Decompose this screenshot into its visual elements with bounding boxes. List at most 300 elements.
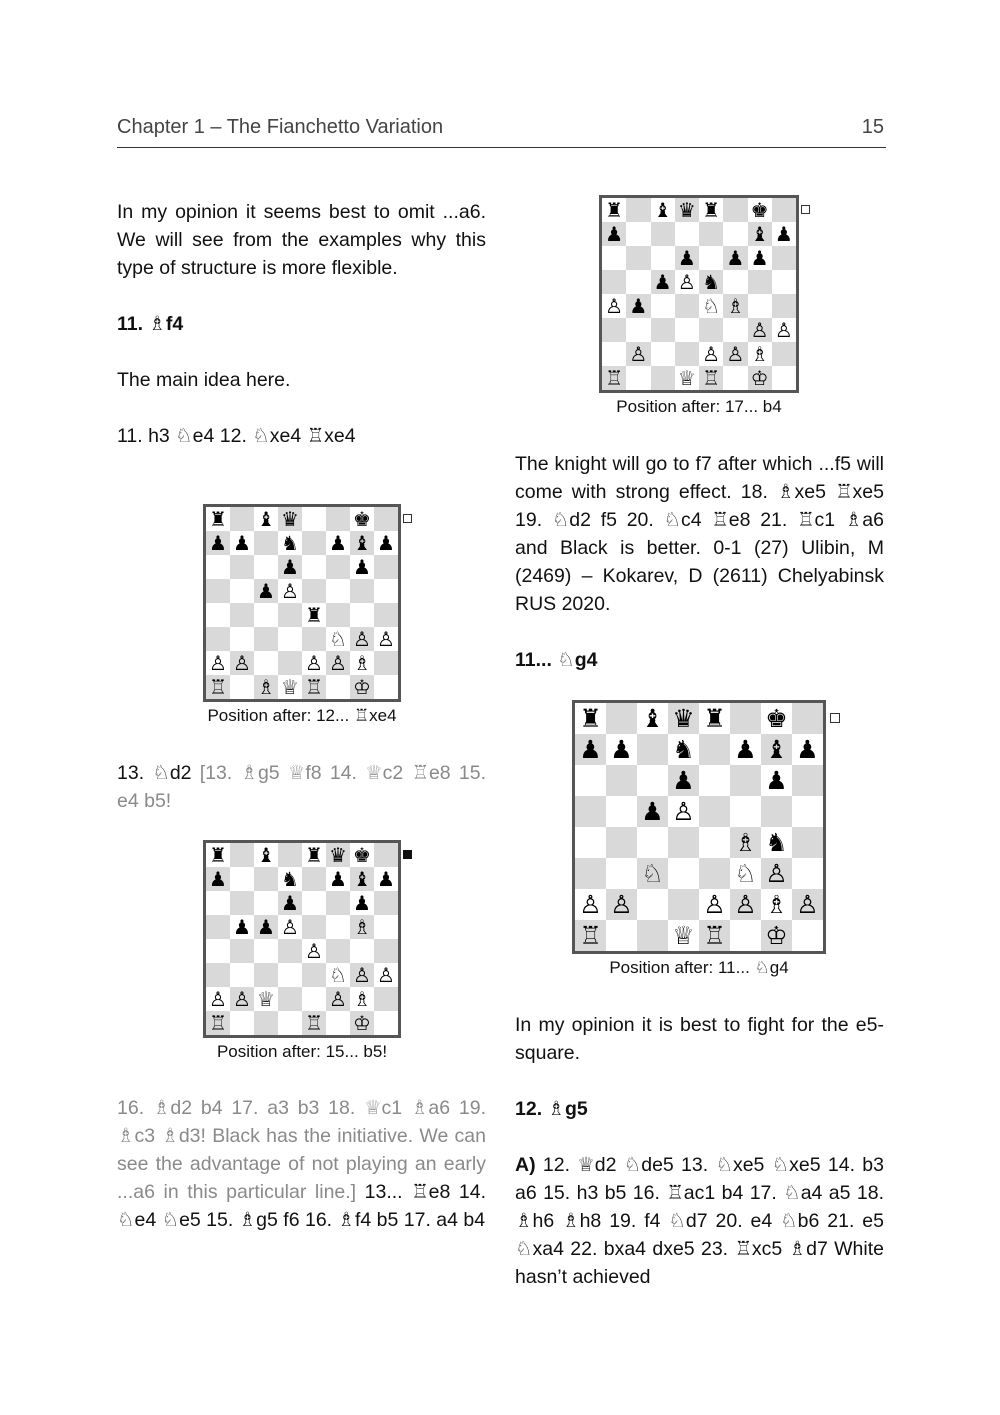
black-pawn-icon: ♟ — [605, 222, 624, 246]
main-move-13: 13. ♘d2 — [117, 762, 200, 784]
square-e4 — [699, 294, 723, 318]
square-d8 — [675, 198, 699, 222]
square-h1 — [772, 366, 796, 390]
black-pawn-icon: ♟ — [641, 797, 664, 826]
white-queen-icon: ♕ — [672, 921, 695, 950]
square-a2 — [575, 889, 606, 920]
square-h1 — [374, 675, 398, 699]
square-a4 — [206, 603, 230, 627]
square-h4 — [374, 939, 398, 963]
variation-a-label: A) — [515, 1154, 536, 1176]
square-a1 — [602, 366, 626, 390]
black-queen-icon: ♛ — [329, 843, 347, 867]
square-c5 — [637, 796, 668, 827]
square-g7 — [761, 734, 792, 765]
square-a3 — [206, 627, 230, 651]
black-pawn-icon: ♟ — [209, 531, 227, 555]
white-pawn-icon: ♙ — [233, 651, 251, 675]
square-c6 — [254, 555, 278, 579]
square-d2 — [278, 651, 302, 675]
white-bishop-icon: ♗ — [353, 987, 371, 1011]
chess-diagram-1 — [203, 504, 423, 734]
square-e1 — [699, 366, 723, 390]
white-knight-icon: ♘ — [641, 859, 664, 888]
black-bishop-icon: ♝ — [353, 531, 371, 555]
square-e7 — [302, 531, 326, 555]
square-h6 — [374, 555, 398, 579]
left-column-bottom — [117, 1094, 486, 1234]
square-g3 — [350, 627, 374, 651]
square-c2 — [254, 651, 278, 675]
square-c1 — [254, 1011, 278, 1035]
black-pawn-icon: ♟ — [672, 766, 695, 795]
square-b7 — [626, 222, 650, 246]
black-bishop-icon: ♝ — [750, 222, 769, 246]
square-b5 — [606, 796, 637, 827]
square-c2 — [651, 342, 675, 366]
square-c5 — [254, 579, 278, 603]
square-e2 — [302, 651, 326, 675]
black-pawn-icon: ♟ — [750, 246, 769, 270]
square-h2 — [792, 889, 823, 920]
black-rook-icon: ♜ — [605, 198, 624, 222]
square-a8 — [206, 507, 230, 531]
white-king-icon: ♔ — [750, 366, 769, 390]
square-b8 — [230, 507, 254, 531]
chess-diagram-3 — [599, 195, 819, 425]
black-pawn-icon: ♟ — [774, 222, 793, 246]
square-d6 — [278, 891, 302, 915]
square-b3 — [626, 318, 650, 342]
black-knight-icon: ♞ — [672, 735, 695, 764]
square-f2 — [723, 342, 747, 366]
square-h5 — [792, 796, 823, 827]
square-d7 — [668, 734, 699, 765]
black-pawn-icon: ♟ — [796, 735, 819, 764]
white-pawn-icon: ♙ — [329, 651, 347, 675]
variation-a — [515, 1151, 884, 1291]
square-e5 — [302, 915, 326, 939]
black-king-icon: ♚ — [750, 198, 769, 222]
square-b1 — [626, 366, 650, 390]
black-king-icon: ♚ — [353, 843, 371, 867]
square-e2 — [699, 889, 730, 920]
square-f3 — [730, 858, 761, 889]
square-h5 — [374, 579, 398, 603]
black-pawn-icon: ♟ — [726, 246, 745, 270]
square-b6 — [230, 555, 254, 579]
diagram-caption: Position after: 12... ♖xe4 — [207, 706, 397, 725]
square-a1 — [575, 920, 606, 951]
square-h2 — [374, 651, 398, 675]
square-c3 — [254, 963, 278, 987]
square-a2 — [602, 342, 626, 366]
square-f6 — [326, 555, 350, 579]
square-a7 — [206, 531, 230, 555]
square-c6 — [637, 765, 668, 796]
square-g3 — [748, 318, 772, 342]
black-bishop-icon: ♝ — [257, 507, 275, 531]
square-d6 — [675, 246, 699, 270]
square-d5 — [668, 796, 699, 827]
white-pawn-icon: ♙ — [750, 318, 769, 342]
black-pawn-icon: ♟ — [610, 735, 633, 764]
move-11-bf4: 11. ♗f4 — [117, 313, 184, 335]
paragraph-e5-square: In my opinion it is best to fight for the e5-square. — [515, 1014, 884, 1064]
square-f3 — [326, 627, 350, 651]
move-12-bg5: 12. ♗g5 — [515, 1098, 588, 1120]
square-f2 — [326, 987, 350, 1011]
square-b3 — [606, 858, 637, 889]
diagram-caption: Position after: 15... b5! — [216, 1042, 388, 1061]
square-a7 — [206, 867, 230, 891]
square-e5 — [699, 270, 723, 294]
black-pawn-icon: ♟ — [257, 579, 275, 603]
main-line-continuation: 13... ♖e8 14. ♘e4 ♘e5 15. ♗g5 f6 16. ♗f4 b5 17. a4 b4 — [117, 1181, 486, 1231]
square-c4 — [254, 939, 278, 963]
square-g5 — [350, 579, 374, 603]
square-e4 — [302, 603, 326, 627]
black-pawn-icon: ♟ — [257, 915, 275, 939]
square-a6 — [206, 555, 230, 579]
black-rook-icon: ♜ — [305, 843, 323, 867]
black-pawn-icon: ♟ — [579, 735, 602, 764]
square-b6 — [626, 246, 650, 270]
square-b2 — [230, 651, 254, 675]
black-bishop-icon: ♝ — [257, 843, 275, 867]
square-h3 — [772, 318, 796, 342]
chessboard — [203, 504, 401, 702]
square-e6 — [699, 765, 730, 796]
black-pawn-icon: ♟ — [233, 915, 251, 939]
square-h6 — [772, 246, 796, 270]
square-b4 — [626, 294, 650, 318]
white-bishop-icon: ♗ — [750, 342, 769, 366]
square-e3 — [302, 627, 326, 651]
square-b7 — [230, 531, 254, 555]
white-bishop-icon: ♗ — [353, 915, 371, 939]
square-a8 — [575, 703, 606, 734]
square-c8 — [651, 198, 675, 222]
black-king-icon: ♚ — [353, 507, 371, 531]
square-f4 — [723, 294, 747, 318]
square-f6 — [326, 891, 350, 915]
square-g8 — [350, 843, 374, 867]
white-bishop-icon: ♗ — [734, 828, 757, 857]
square-c8 — [254, 507, 278, 531]
square-f3 — [326, 963, 350, 987]
square-e5 — [302, 579, 326, 603]
page-header — [117, 114, 886, 148]
square-h2 — [772, 342, 796, 366]
square-f1 — [723, 366, 747, 390]
square-c3 — [254, 627, 278, 651]
black-rook-icon: ♜ — [579, 704, 602, 733]
white-bishop-icon: ♗ — [765, 890, 788, 919]
square-d3 — [278, 627, 302, 651]
square-d8 — [278, 507, 302, 531]
square-f5 — [723, 270, 747, 294]
square-g5 — [748, 270, 772, 294]
diagram-caption: Position after: 17... b4 — [616, 397, 782, 416]
square-f6 — [723, 246, 747, 270]
square-a3 — [575, 858, 606, 889]
square-h7 — [374, 867, 398, 891]
right-column-bottom — [515, 1011, 884, 1291]
square-h4 — [792, 827, 823, 858]
chessboard — [572, 700, 826, 954]
line-11-h3: 11. h3 ♘e4 12. ♘xe4 ♖xe4 — [117, 425, 356, 447]
black-king-icon: ♚ — [765, 704, 788, 733]
black-bishop-icon: ♝ — [765, 735, 788, 764]
square-f5 — [326, 579, 350, 603]
white-pawn-icon: ♙ — [281, 915, 299, 939]
black-rook-icon: ♜ — [702, 198, 721, 222]
square-c5 — [254, 915, 278, 939]
side-to-move-marker — [403, 850, 412, 859]
white-queen-icon: ♕ — [281, 675, 299, 699]
square-d4 — [278, 939, 302, 963]
square-f5 — [730, 796, 761, 827]
white-pawn-icon: ♙ — [672, 797, 695, 826]
square-h3 — [374, 627, 398, 651]
square-g4 — [350, 603, 374, 627]
square-d6 — [278, 555, 302, 579]
black-pawn-icon: ♟ — [734, 735, 757, 764]
black-pawn-icon: ♟ — [209, 867, 227, 891]
square-a6 — [602, 246, 626, 270]
square-a8 — [206, 843, 230, 867]
square-g6 — [350, 891, 374, 915]
white-pawn-icon: ♙ — [329, 987, 347, 1011]
square-b7 — [230, 867, 254, 891]
square-c6 — [651, 246, 675, 270]
square-f8 — [326, 507, 350, 531]
white-pawn-icon: ♙ — [209, 987, 227, 1011]
square-g2 — [350, 651, 374, 675]
square-e7 — [302, 867, 326, 891]
square-e4 — [699, 827, 730, 858]
square-a6 — [575, 765, 606, 796]
side-to-move-marker — [801, 205, 810, 214]
variation-text: 16. ♗d2 b4 17. a3 b3 18. ♕c1 ♗a6 19. ♗c3 ♗d3! Black has the initiative. We can see the advantage of not playing an early ...a6 in this particular line.] — [117, 1097, 486, 1203]
white-rook-icon: ♖ — [605, 366, 624, 390]
square-e1 — [302, 1011, 326, 1035]
square-d5 — [278, 579, 302, 603]
black-queen-icon: ♛ — [672, 704, 695, 733]
square-g7 — [748, 222, 772, 246]
line-13-nd2 — [117, 759, 486, 815]
square-h5 — [374, 915, 398, 939]
square-h1 — [792, 920, 823, 951]
square-f7 — [326, 867, 350, 891]
square-e2 — [302, 987, 326, 1011]
white-rook-icon: ♖ — [209, 1011, 227, 1035]
white-knight-icon: ♘ — [702, 294, 721, 318]
white-pawn-icon: ♙ — [677, 270, 696, 294]
square-c5 — [651, 270, 675, 294]
square-b5 — [626, 270, 650, 294]
square-d2 — [278, 987, 302, 1011]
square-g1 — [350, 675, 374, 699]
square-c8 — [254, 843, 278, 867]
square-b8 — [230, 843, 254, 867]
square-g6 — [350, 555, 374, 579]
black-pawn-icon: ♟ — [377, 867, 395, 891]
move-11-ng4: 11... ♘g4 — [515, 649, 598, 671]
square-f6 — [730, 765, 761, 796]
square-a5 — [206, 915, 230, 939]
square-g2 — [350, 987, 374, 1011]
square-f1 — [326, 1011, 350, 1035]
square-d4 — [675, 294, 699, 318]
square-c7 — [651, 222, 675, 246]
white-pawn-icon: ♙ — [796, 890, 819, 919]
square-f4 — [326, 939, 350, 963]
square-h7 — [772, 222, 796, 246]
square-g3 — [761, 858, 792, 889]
square-d1 — [278, 675, 302, 699]
square-h6 — [792, 765, 823, 796]
square-b5 — [230, 579, 254, 603]
white-queen-icon: ♕ — [257, 987, 275, 1011]
square-a1 — [206, 1011, 230, 1035]
square-h3 — [792, 858, 823, 889]
square-f1 — [326, 675, 350, 699]
square-a5 — [575, 796, 606, 827]
square-f4 — [730, 827, 761, 858]
square-b8 — [606, 703, 637, 734]
square-g2 — [761, 889, 792, 920]
square-f3 — [723, 318, 747, 342]
square-g4 — [748, 294, 772, 318]
square-h7 — [374, 531, 398, 555]
square-h8 — [772, 198, 796, 222]
white-pawn-icon: ♙ — [233, 987, 251, 1011]
square-a5 — [206, 579, 230, 603]
white-knight-icon: ♘ — [329, 627, 347, 651]
black-pawn-icon: ♟ — [653, 270, 672, 294]
square-d1 — [675, 366, 699, 390]
square-e6 — [699, 246, 723, 270]
white-bishop-icon: ♗ — [257, 675, 275, 699]
variation-continuation — [117, 1094, 486, 1234]
square-a4 — [575, 827, 606, 858]
square-h4 — [772, 294, 796, 318]
white-queen-icon: ♕ — [677, 366, 696, 390]
square-b2 — [606, 889, 637, 920]
black-pawn-icon: ♟ — [329, 531, 347, 555]
square-b4 — [230, 603, 254, 627]
square-h8 — [374, 507, 398, 531]
chess-diagram-4 — [572, 700, 842, 985]
diagram-caption: Position after: 11... ♘g4 — [609, 958, 789, 977]
square-e3 — [699, 858, 730, 889]
white-pawn-icon: ♙ — [703, 890, 726, 919]
square-b6 — [606, 765, 637, 796]
square-b2 — [230, 987, 254, 1011]
square-b7 — [606, 734, 637, 765]
square-b3 — [230, 627, 254, 651]
black-knight-icon: ♞ — [281, 531, 299, 555]
square-g1 — [748, 366, 772, 390]
paragraph-knight-f7: The knight will go to f7 after which ...f5 will come with strong effect. 18. ♗xe5 ♖xe5 19. ♘d2 f5 20. ♘c4 ♖e8 21. ♖c1 ♗a6 and Black is better. 0-1 (27) Ulibin, M (2469) – Kokarev, D (2611) Chelyabinsk RUS 2020. — [515, 453, 884, 615]
square-g5 — [350, 915, 374, 939]
square-g7 — [350, 867, 374, 891]
white-king-icon: ♔ — [353, 675, 371, 699]
square-f2 — [326, 651, 350, 675]
square-c3 — [637, 858, 668, 889]
white-pawn-icon: ♙ — [353, 627, 371, 651]
white-pawn-icon: ♙ — [726, 342, 745, 366]
white-pawn-icon: ♙ — [579, 890, 602, 919]
left-column — [117, 198, 486, 450]
square-c2 — [637, 889, 668, 920]
black-pawn-icon: ♟ — [765, 766, 788, 795]
square-g8 — [748, 198, 772, 222]
white-rook-icon: ♖ — [703, 921, 726, 950]
square-b6 — [230, 891, 254, 915]
square-a3 — [206, 963, 230, 987]
square-d8 — [668, 703, 699, 734]
square-a4 — [602, 294, 626, 318]
white-bishop-icon: ♗ — [726, 294, 745, 318]
square-f1 — [730, 920, 761, 951]
square-c6 — [254, 891, 278, 915]
black-knight-icon: ♞ — [765, 828, 788, 857]
white-knight-icon: ♘ — [329, 963, 347, 987]
square-e1 — [302, 675, 326, 699]
square-h2 — [374, 987, 398, 1011]
square-g6 — [748, 246, 772, 270]
white-pawn-icon: ♙ — [353, 963, 371, 987]
black-bishop-icon: ♝ — [641, 704, 664, 733]
square-f8 — [730, 703, 761, 734]
square-e1 — [699, 920, 730, 951]
square-c8 — [637, 703, 668, 734]
square-g2 — [748, 342, 772, 366]
black-bishop-icon: ♝ — [653, 198, 672, 222]
square-d1 — [668, 920, 699, 951]
square-d4 — [278, 603, 302, 627]
square-d4 — [668, 827, 699, 858]
variation-a-text: 12. ♕d2 ♘de5 13. ♘xe5 ♘xe5 14. b3 a6 15. h3 b5 16. ♖ac1 b4 17. ♘a4 a5 18. ♗h6 ♗h8 19. f4 ♘d7 20. e4 ♘b6 21. e5 ♘xa4 22. bxa4 dxe5 23. ♖xc5 ♗d7 White hasn’t achieved — [515, 1154, 884, 1288]
square-f8 — [326, 843, 350, 867]
square-c3 — [651, 318, 675, 342]
square-e6 — [302, 555, 326, 579]
white-pawn-icon: ♙ — [774, 318, 793, 342]
white-rook-icon: ♖ — [579, 921, 602, 950]
square-c4 — [254, 603, 278, 627]
square-c1 — [254, 675, 278, 699]
white-pawn-icon: ♙ — [765, 859, 788, 888]
page-number: 15 — [861, 116, 884, 138]
square-c1 — [651, 366, 675, 390]
square-f8 — [723, 198, 747, 222]
square-c4 — [651, 294, 675, 318]
right-column-top — [515, 450, 884, 674]
square-e5 — [699, 796, 730, 827]
square-f4 — [326, 603, 350, 627]
square-g5 — [761, 796, 792, 827]
square-f7 — [730, 734, 761, 765]
square-h8 — [792, 703, 823, 734]
square-c7 — [254, 531, 278, 555]
black-rook-icon: ♜ — [305, 603, 323, 627]
square-g7 — [350, 531, 374, 555]
white-pawn-icon: ♙ — [377, 963, 395, 987]
white-pawn-icon: ♙ — [610, 890, 633, 919]
